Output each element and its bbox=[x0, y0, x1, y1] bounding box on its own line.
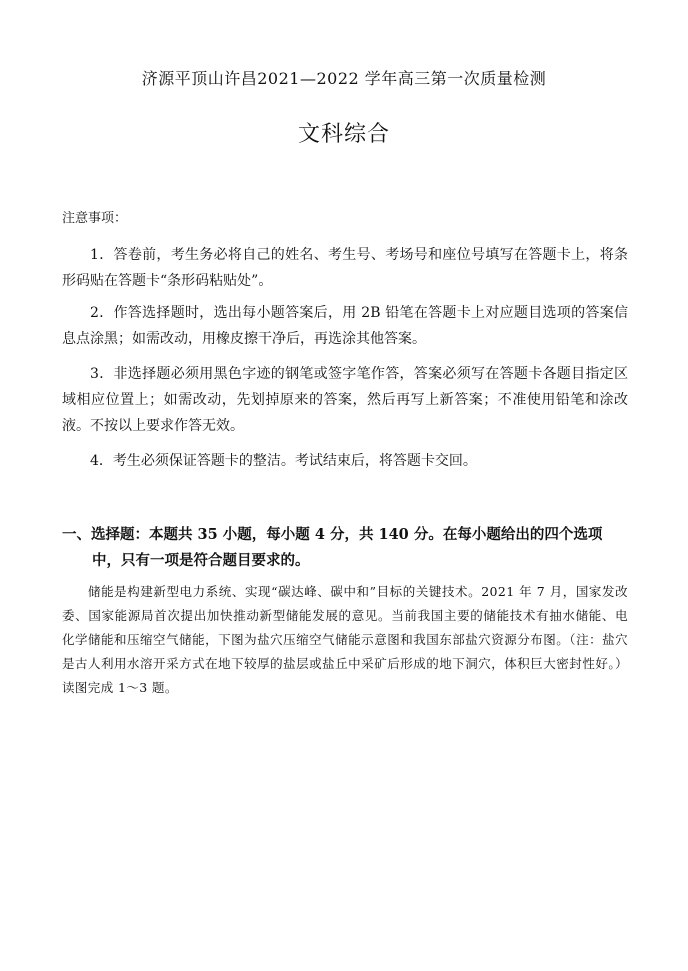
reading-material: 储能是构建新型电力系统、实现“碳达峰、碳中和”目标的关键技术。2021 年 7 月，国家发改委、国家能源局首次提出加快推动新型储能发展的意见。当前我国主要的储能技术有抽水储能、电化学储能和压缩空气储能，下图为盐穴压缩空气储能示意图和我国东部盐穴资源分布图。（注：盐穴是古人利用水溶开采方式在地下较厚的盐层或盐丘中采矿后形成的地下洞穴，体积巨大密封性好。）读图完成 1～3 题。 bbox=[62, 584, 628, 695]
section-title: 一、选择题：本题共 35 小题，每小题 4 分，共 140 分。在每小题给出的四个选项中，只有一项是符合题目要求的。 bbox=[62, 526, 603, 569]
notice-item-3: 3．非选择题必须用黑色字迹的钢笔或签字笔作答，答案必须写在答题卡各题目指定区域相应位置上；如需改动，先划掉原来的答案，然后再写上新答案；不准使用铅笔和涂改液。不按以上要求作答无效。 bbox=[62, 366, 628, 434]
notice-item-2: 2．作答选择题时，选出每小题答案后，用 2B 铅笔在答题卡上对应题目选项的答案信息点涂黑；如需改动，用橡皮擦干净后，再选涂其他答案。 bbox=[62, 305, 628, 347]
exam-header: 济源平顶山许昌2021—2022 学年高三第一次质量检测 bbox=[141, 69, 547, 88]
notice-heading: 注意事项： bbox=[62, 211, 128, 226]
subject-title: 文科综合 bbox=[297, 122, 390, 147]
notice-item-4: 4．考生必须保证答题卡的整洁。考试结束后，将答题卡交回。 bbox=[90, 453, 477, 469]
notice-item-1: 1．答卷前，考生务必将自己的姓名、考生号、考场号和座位号填写在答题卡上，将条形码贴在答题卡“条形码粘贴处”。 bbox=[62, 247, 628, 289]
